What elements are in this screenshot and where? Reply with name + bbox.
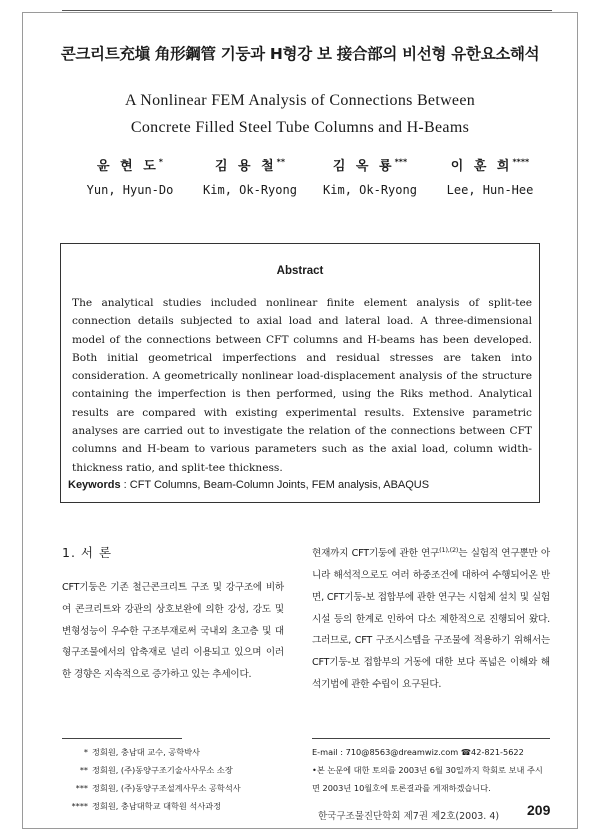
footnote-1	[62, 743, 292, 761]
author-footnotes	[62, 743, 292, 815]
keywords-text: : CFT Columns, Beam-Column Joints, FEM analysis, ABAQUS	[123, 479, 430, 491]
author-2	[190, 155, 310, 197]
author-3-english-name: Kim, Ok-Ryong	[323, 183, 417, 197]
body-text-left-column: CFT기둥은 기존 철근콘크리트 구조 및 강구조에 비하여 콘크리트와 강관의 상호보완에 의한 강성, 강도 및 변형성능이 우수한 구조부재로써 국내외 초고층 및 대형구조물에서의 압축재로 널리 이용되고 있으며 이러한 경향은 지속적으로 증가하고 있는 추세이다.	[62, 582, 284, 681]
footnote-3	[62, 779, 292, 797]
footnote-2-mark: **	[79, 765, 88, 775]
author-3-korean-name: 김 옥 룡	[332, 159, 395, 174]
author-4-korean-name: 이 훈 희	[450, 159, 513, 174]
footnote-4	[62, 797, 292, 815]
english-title-line-2: Concrete Filled Steel Tube Columns and H-Beams	[130, 119, 470, 136]
author-4	[430, 155, 550, 197]
author-3-mark: ***	[394, 157, 408, 167]
footnote-4-mark: ****	[71, 801, 88, 811]
korean-title: 콘크리트充塡 角形鋼管 기둥과 H형강 보 接合部의 비선형 유한요소해석	[60, 45, 540, 63]
footnote-2-text: 정회원, (주)동양구조기술사사무소 소장	[92, 765, 233, 775]
author-4-english-name: Lee, Hun-Hee	[446, 183, 534, 197]
author-1	[70, 155, 190, 197]
right-column-text-end: 는 실험적 연구뿐만 아니라 해석적으로도 여러 하중조건에 대하여 수행되어온 반면, CFT기둥-보 접합부에 관한 연구는 시험체 설치 및 실험시설 등의 한계로 인하여 다소 제한적으로 진행되어 왔다. 그러므로, CFT 구조시스템을 구조물에 적용하기 위해서는 CFT기둥-보 접합부의 거동에 대한 보다 폭넓은 이해와 해석기법에 관한 수립이 요구된다.	[312, 548, 550, 690]
contact-footnotes	[312, 743, 550, 797]
body-text-right-column	[312, 540, 550, 696]
top-rule	[62, 10, 552, 11]
keywords-line	[68, 479, 528, 491]
footnote-3-mark: ***	[75, 783, 88, 793]
abstract-heading: Abstract	[276, 265, 324, 277]
author-1-english-name: Yun, Hyun-Do	[86, 183, 174, 197]
footnote-3-text: 정회원, (주)동양구조설계사무소 공학석사	[92, 783, 241, 793]
author-3	[310, 155, 430, 197]
discussion-note: •본 논문에 대한 토의를 2003년 6월 30일까지 학회로 보내 주시면 2003년 10월호에 토론결과를 게재하겠습니다.	[312, 765, 543, 793]
footnote-1-mark: *	[83, 747, 88, 757]
english-title-line-1: A Nonlinear FEM Analysis of Connections Between	[124, 92, 476, 109]
journal-citation-footer: 한국구조물진단학회 제7권 제2호(2003. 4)	[318, 811, 500, 822]
contact-email: E-mail : 710@8563@dreamwiz.com ☎42-821-5622	[312, 747, 524, 757]
footnote-rule-right	[312, 738, 550, 739]
footnote-2	[62, 761, 292, 779]
author-2-korean-name: 김 용 철	[214, 159, 277, 174]
author-2-mark: **	[276, 157, 286, 167]
author-4-mark: ****	[512, 157, 530, 167]
page-number: 209	[527, 802, 551, 818]
section-title-introduction: 1. 서 론	[62, 545, 113, 560]
author-1-mark: *	[158, 157, 163, 167]
footnote-4-text: 정회원, 충남대학교 대학원 석사과정	[92, 801, 222, 811]
author-2-english-name: Kim, Ok-Ryong	[203, 183, 297, 197]
footnote-rule-left	[62, 738, 182, 739]
author-1-korean-name: 윤 현 도	[97, 159, 159, 174]
citation-reference: (1),(2)	[439, 546, 459, 554]
abstract-text: The analytical studies included nonlinear finite element analysis of split-tee connection details subjected to axial load and lateral load. A three-dimensional model of the connections between CFT columns and H-beams has been developed. Both initial geometrical imperfections and residual stresses are taken into consideration. A geometrically nonlinear load-displacement analysis of the structure containing the imperfection is then performed, using the Riks method. Analytical results are compared with existing experimental results. Extensive parametric analyses are carried out to investigate the relation of the connections between CFT columns and H-beam to various parameters such as the axial load, column width-thickness ratio, and split-tee thickness.	[72, 297, 532, 474]
right-column-text-start: 현재까지 CFT기둥에 관한 연구	[312, 548, 440, 560]
author-list	[70, 155, 550, 197]
keywords-label: Keywords	[68, 479, 121, 491]
footnote-1-text: 정회원, 충남대 교수, 공학박사	[92, 747, 200, 757]
